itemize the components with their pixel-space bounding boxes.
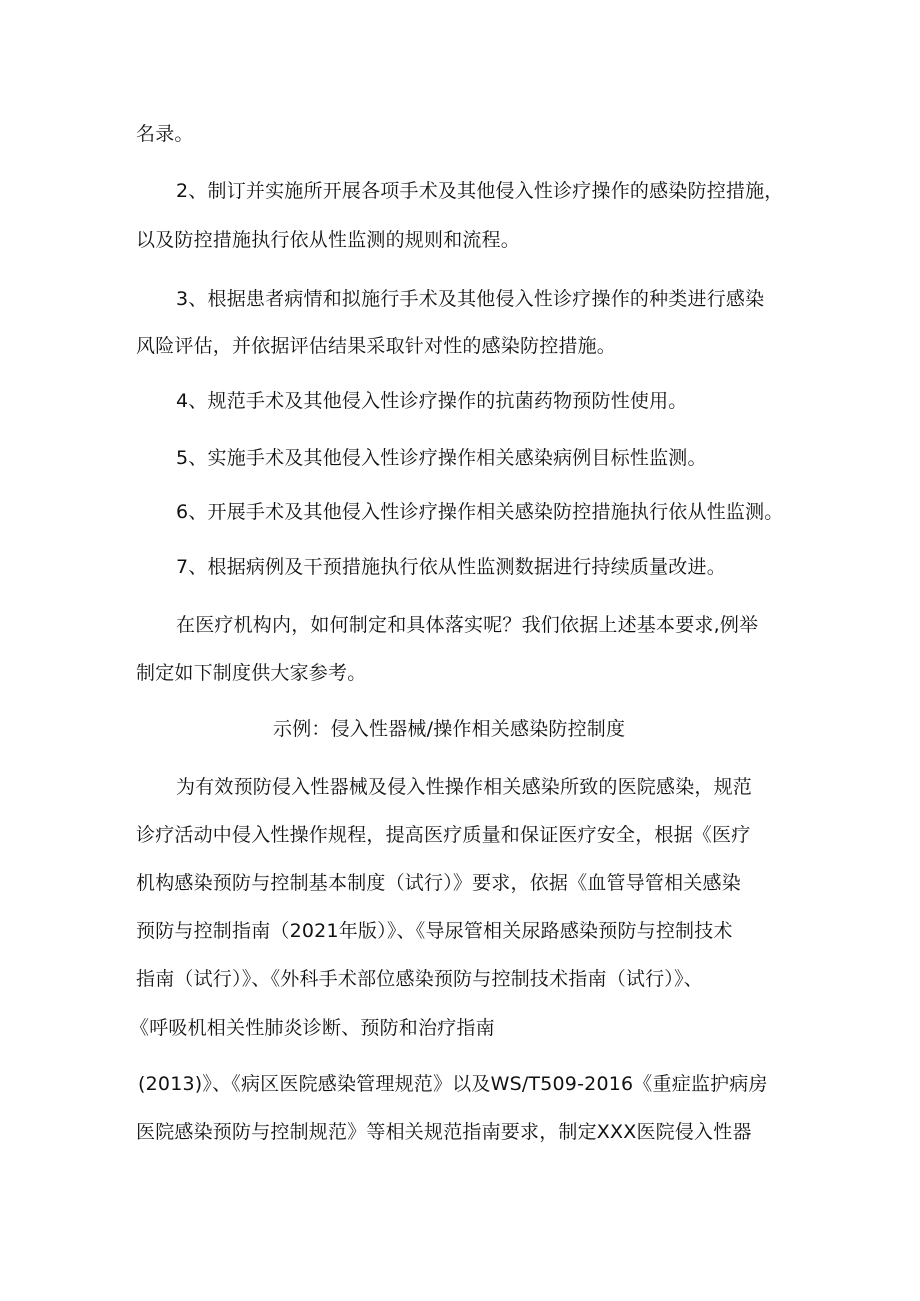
- text-line-18: 《呼吸机相关性肺炎诊断、预防和治疗指南: [130, 1017, 495, 1039]
- text-line-19: (2013)》、《病区医院感染管理规范》以及WS/T509-2016《重症监护病房: [138, 1073, 768, 1095]
- text-line-2: 2、制订并实施所开展各项手术及其他侵入性诊疗操作的感染防控措施，: [176, 180, 784, 202]
- text-line-11: 制定如下制度供大家参考。: [136, 662, 367, 684]
- text-line-15: 机构感染预防与控制基本制度（试行）》要求，依据《血管导管相关感染: [136, 872, 741, 894]
- text-line-4: 3、根据患者病情和拟施行手术及其他侵入性诊疗操作的种类进行感染: [176, 288, 765, 310]
- text-line-13: 为有效预防侵入性器械及侵入性操作相关感染所致的医院感染，规范: [176, 776, 753, 798]
- text-line-14: 诊疗活动中侵入性操作规程，提高医疗质量和保证医疗安全，根据《医疗: [136, 824, 751, 846]
- text-line-3: 以及防控措施执行依从性监测的规则和流程。: [136, 229, 521, 251]
- section-title: 示例：侵入性器械/操作相关感染防控制度: [273, 718, 626, 740]
- text-line-20: 医院感染预防与控制规范》等相关规范指南要求，制定XXX医院侵入性器: [136, 1121, 752, 1143]
- text-line-7: 5、实施手术及其他侵入性诊疗操作相关感染病例目标性监测。: [176, 447, 707, 469]
- text-line-1: 名录。: [136, 123, 194, 145]
- text-line-17: 指南（试行）》、《外科手术部位感染预防与控制技术指南（试行）》、: [136, 968, 703, 990]
- text-line-8: 6、开展手术及其他侵入性诊疗操作相关感染防控措施执行依从性监测。: [176, 501, 784, 523]
- text-line-10: 在医疗机构内，如何制定和具体落实呢？我们依据上述基本要求,例举: [176, 614, 759, 636]
- text-line-6: 4、规范手术及其他侵入性诊疗操作的抗菌药物预防性使用。: [176, 390, 688, 412]
- text-line-5: 风险评估，并依据评估结果采取针对性的感染防控措施。: [136, 335, 617, 357]
- text-line-9: 7、根据病例及干预措施执行依从性监测数据进行持续质量改进。: [176, 556, 726, 578]
- text-line-16: 预防与控制指南（2021年版）》、《导尿管相关尿路感染预防与控制技术: [136, 920, 733, 942]
